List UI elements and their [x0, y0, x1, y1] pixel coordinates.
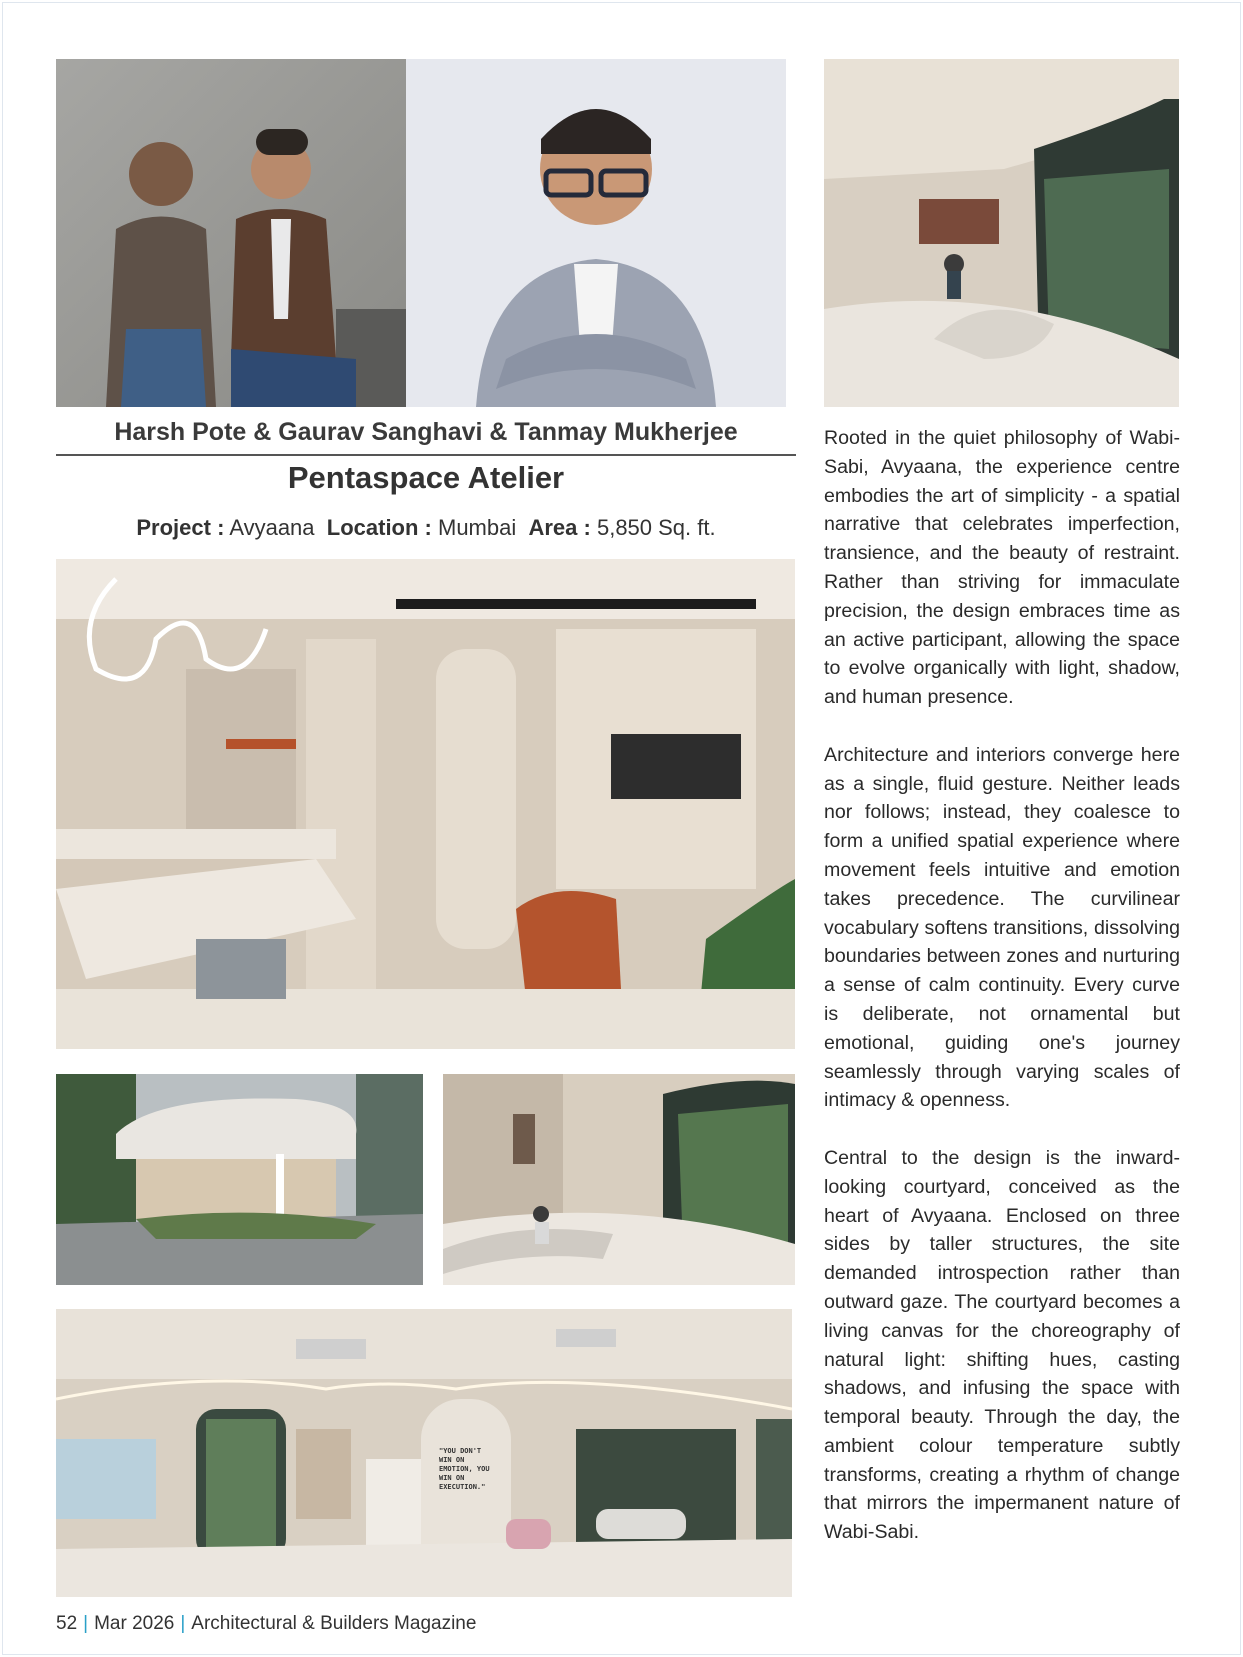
area-value: 5,850 Sq. ft.: [596, 515, 716, 540]
project-meta: [56, 515, 796, 541]
designer-names: Harsh Pote & Gaurav Sanghavi & Tanmay Mukherjee: [114, 418, 738, 446]
photo-lounge-panorama: [56, 1309, 792, 1597]
photo-courtyard-lounge: [443, 1074, 795, 1285]
article-paragraph: Architecture and interiors converge here as a single, fluid gesture. Neither leads nor follows; instead, they coalesce to form a unified spatial experience where movement feels intuitive and emotion takes precedence. The curvilinear vocabulary softens transitions, dissolving boundaries between zones and nurturing a sense of calm continuity. Every curve is deliberate, not ornamental but emotional, guiding one's journey seamlessly through varying scales of intimacy & openness.: [824, 743, 1180, 1112]
page-footer: [56, 1613, 476, 1635]
footer-separator: |: [83, 1613, 89, 1634]
location-value: Mumbai: [438, 515, 517, 540]
article-body: [824, 424, 1180, 1576]
issue-date: Mar 2026: [94, 1613, 175, 1634]
page-number: 52: [56, 1613, 78, 1634]
article-paragraph: Central to the design is the inward-looking courtyard, conceived as the heart of Avyaana. Enclosed on three sides by taller structures, the site demanded introspection rather than outward gaze. The courtyard becomes a living canvas for the choreography of natural light: shifting hues, casting shadows, and infusing the space with temporal beauty. Through the day, the ambient colour temperature subtly transforms, creating a rhythm of change that mirrors the impermanent nature of Wabi-Sabi.: [824, 1146, 1180, 1544]
footer-separator: |: [180, 1613, 186, 1634]
publication-name: Architectural & Builders Magazine: [191, 1613, 477, 1634]
photo-exterior-canopy: [56, 1074, 423, 1285]
photo-designer-solo: [406, 59, 786, 407]
photo-living-dining: [56, 559, 795, 1049]
area-label: Area :: [528, 515, 591, 540]
location-label: Location :: [326, 515, 432, 540]
project-value: Avyaana: [229, 515, 315, 540]
title-divider: [56, 454, 796, 456]
project-label: Project :: [136, 515, 225, 540]
pillar-quote: "YOU DON'T WIN ON EMOTION, YOU WIN ON EXECUTION.": [439, 1447, 490, 1491]
firm-name: Pentaspace Atelier: [287, 460, 565, 495]
photo-designers-duo: [56, 59, 406, 407]
article-paragraph: Rooted in the quiet philosophy of Wabi-Sabi, Avyaana, the experience centre embodies the art of simplicity - a spatial narrative that celebrates imperfection, transience, and the beauty of restraint. Rather than striving for immaculate precision, the design embraces time as an active participant, allowing the space to evolve organically with light, shadow, and human presence.: [824, 427, 1180, 709]
photo-lobby-curved-wall: [824, 59, 1179, 407]
